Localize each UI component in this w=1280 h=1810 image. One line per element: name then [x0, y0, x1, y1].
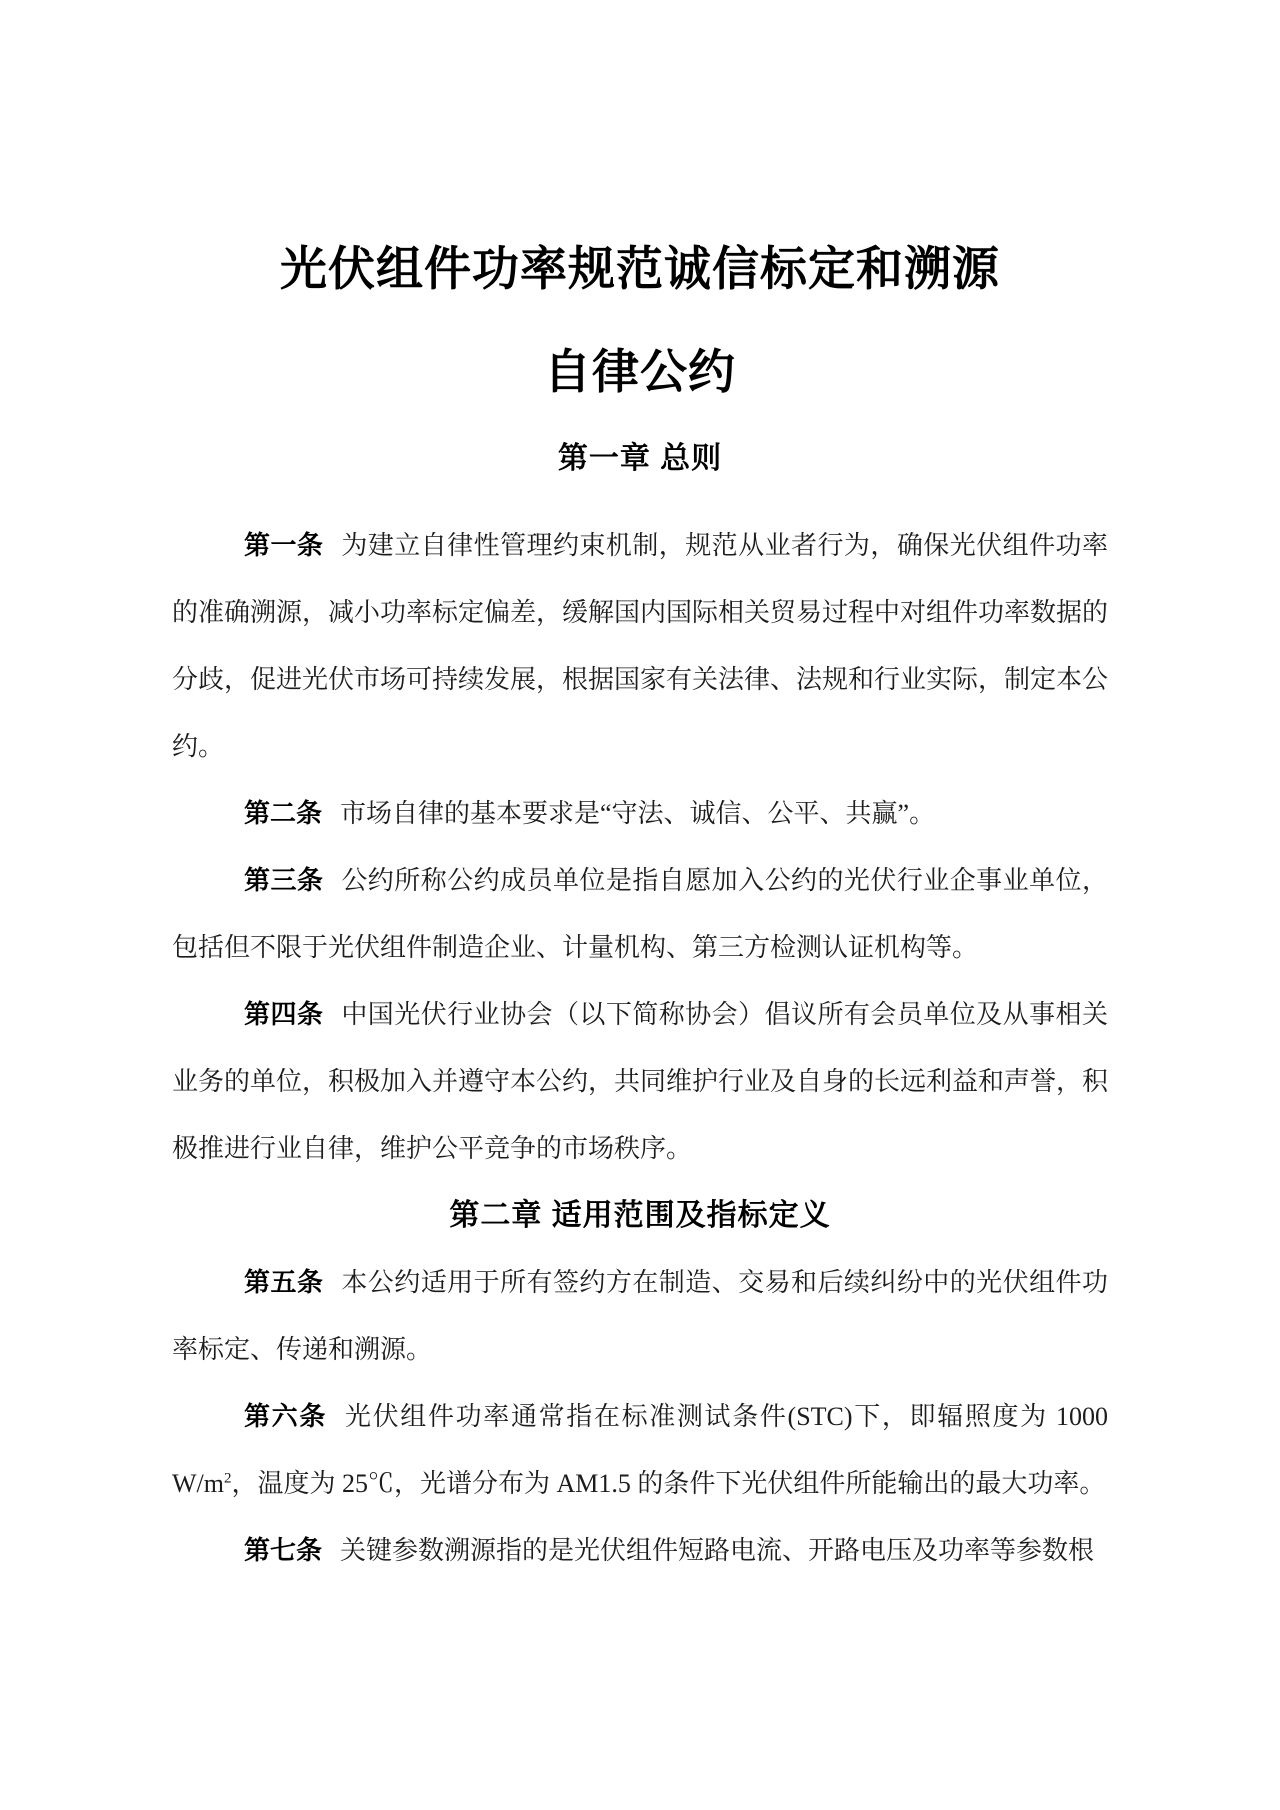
article-3-label: 第三条	[244, 866, 324, 895]
article-6-text-part-2: ，温度为 25℃，光谱分布为 AM1.5 的条件下光伏组件所能输出的最大功率。	[231, 1469, 1106, 1498]
article-6	[172, 1383, 1108, 1517]
article-3-text: 公约所称公约成员单位是指自愿加入公约的光伏行业企事业单位，包括但不限于光伏组件制造企业、计量机构、第三方检测认证机构等。	[172, 866, 1108, 962]
chapter-2-heading: 第二章 适用范围及指标定义	[449, 1199, 831, 1232]
article-1-label: 第一条	[244, 531, 324, 560]
article-6-superscript: 2	[224, 1470, 232, 1487]
article-6-label: 第六条	[244, 1402, 327, 1431]
article-1-text: 为建立自律性管理约束机制，规范从业者行为，确保光伏组件功率的准确溯源，减小功率标定偏差，缓解国内国际相关贸易过程中对组件功率数据的分歧，促进光伏市场可持续发展，根据国家有关法律、法规和行业实际，制定本公约。	[172, 531, 1109, 761]
article-2	[172, 780, 1108, 847]
article-7	[172, 1517, 1108, 1584]
document-title-line-2: 自律公约	[544, 345, 736, 398]
article-4-text: 中国光伏行业协会（以下简称协会）倡议所有会员单位及从事相关业务的单位，积极加入并遵守本公约，共同维护行业及自身的长远利益和声誉，积极推进行业自律，维护公平竞争的市场秩序。	[172, 1000, 1109, 1163]
article-1	[172, 512, 1108, 780]
article-2-text: 市场自律的基本要求是“守法、诚信、公平、共赢”。	[340, 799, 936, 828]
article-7-label: 第七条	[244, 1536, 323, 1565]
article-4-label: 第四条	[244, 1000, 324, 1029]
article-5	[172, 1249, 1108, 1383]
article-3	[172, 847, 1108, 981]
article-2-label: 第二条	[244, 799, 323, 828]
article-5-text: 本公约适用于所有签约方在制造、交易和后续纠纷中的光伏组件功率标定、传递和溯源。	[172, 1268, 1108, 1364]
document-title-line-1: 光伏组件功率规范诚信标定和溯源	[280, 242, 1000, 295]
article-6-text-part-1: 光伏组件功率通常指在标准测试条件(STC)下，即辐照度为 1000 W/m	[172, 1402, 1108, 1498]
article-7-text: 关键参数溯源指的是光伏组件短路电流、开路电压及功率等参数根	[340, 1536, 1095, 1565]
chapter-1-heading: 第一章 总则	[557, 442, 723, 475]
article-4	[172, 981, 1108, 1182]
article-5-label: 第五条	[244, 1268, 324, 1297]
